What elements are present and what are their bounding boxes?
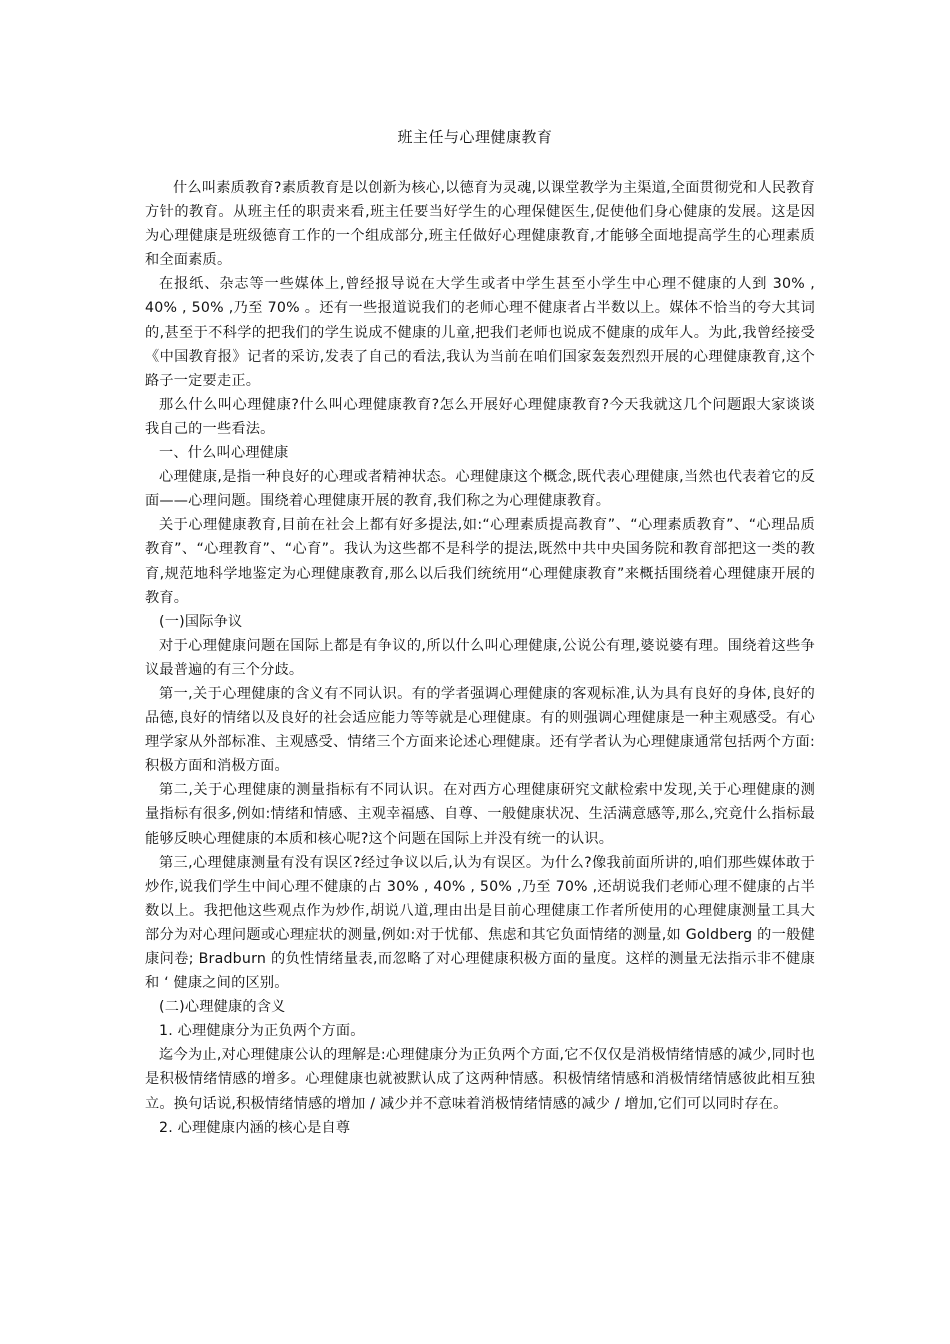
body-paragraph: 第二,关于心理健康的测量指标有不同认识。在对西方心理健康研究文献检索中发现,关于心理健康的测量指标有很多,例如:情绪和情感、主观幸福感、自尊、一般健康状况、生活满意感等,那么,究竟什么指标最能够反映心理健康的本质和核心呢?这个问题在国际上并没有统一的认识。 [145,782,815,847]
body-paragraph: 一、什么叫心理健康 [159,445,289,462]
body-paragraph: 迄今为止,对心理健康公认的理解是:心理健康分为正负两个方面,它不仅仅是消极情绪情感的减少,同时也是积极情绪情感的增多。心理健康也就被默认成了这两种情感。积极情绪情感和消极情绪情感彼此相互独立。换句话说,积极情绪情感的增加 / 减少并不意味着消极情绪情感的减少 / 增加,它们可以同时存在。 [145,1047,815,1112]
body-paragraph: 第一,关于心理健康的含义有不同认识。有的学者强调心理健康的客观标准,认为具有良好的身体,良好的品德,良好的情绪以及良好的社会适应能力等等就是心理健康。有的则强调心理健康是一种主观感受。有心理学家从外部标准、主观感受、情绪三个方面来论述心理健康。还有学者认为心理健康通常包括两个方面:积极方面和消极方面。 [145,685,815,775]
body-paragraph: 1. 心理健康分为正负两个方面。 [159,1023,365,1040]
document-body [145,176,815,1140]
body-paragraph: (二)心理健康的含义 [159,999,286,1016]
body-paragraph: 心理健康,是指一种良好的心理或者精神状态。心理健康这个概念,既代表心理健康,当然也代表着它的反面——心理问题。围绕着心理健康开展的教育,我们称之为心理健康教育。 [145,469,815,510]
body-paragraph: 第三,心理健康测量有没有误区?经过争议以后,认为有误区。为什么?像我前面所讲的,咱们那些媒体敢于炒作,说我们学生中间心理不健康的占 30% , 40% , 50% ,乃至 70% ,还胡说我们老师心理不健康的占半数以上。我把他这些观点作为炒作,胡说八道,理由出是目前心理健康工作者所使用的心理健康测量工具大部分为对心理问题或心理症状的测量,例如:对于忧郁、焦虑和其它负面情绪的测量,如 Goldberg 的一般健康问卷; Bradburn 的负性情绪量表,而忽略了对心理健康积极方面的量度。这样的测量无法指示非不健康和 ‘ 健康之间的区别。 [145,854,815,992]
body-paragraph: 什么叫素质教育?素质教育是以创新为核心,以德育为灵魂,以课堂教学为主渠道,全面贯彻党和人民教育方针的教育。从班主任的职责来看,班主任要当好学生的心理保健医生,促使他们身心健康的发展。这是因为心理健康是班级德育工作的一个组成部分,班主任做好心理健康教育,才能够全面地提高学生的心理素质和全面素质。 [145,180,815,269]
body-paragraph: (一)国际争议 [159,613,243,630]
body-paragraph: 在报纸、杂志等一些媒体上,曾经报导说在大学生或者中学生甚至小学生中心理不健康的人到 30% , 40% , 50% ,乃至 70% 。还有一些报道说我们的老师心理不健康者占半数以上。媒体不恰当的夸大其词的,甚至于不科学的把我们的学生说成不健康的儿童,把我们老师也说成不健康的成年人。为此,我曾经接受《中国教育报》记者的采访,发表了自己的看法,我认为当前在咱们国家轰轰烈烈开展的心理健康教育,这个路子一定要走正。 [145,276,815,389]
body-paragraph: 对于心理健康问题在国际上都是有争议的,所以什么叫心理健康,公说公有理,婆说婆有理。围绕着这些争议最普遍的有三个分歧。 [145,637,815,678]
body-paragraph: 那么什么叫心理健康?什么叫心理健康教育?怎么开展好心理健康教育?今天我就这几个问题跟大家谈谈我自己的一些看法。 [145,396,815,437]
document-title: 班主任与心理健康教育 [397,128,553,146]
body-paragraph: 2. 心理健康内涵的核心是自尊 [159,1119,351,1136]
body-paragraph: 关于心理健康教育,目前在社会上都有好多提法,如:“心理素质提高教育”、“心理素质教育”、“心理品质教育”、“心理教育”、“心育”。我认为这些都不是科学的提法,既然中共中央国务院和教育部把这一类的教育,规范地科学地鉴定为心理健康教育,那么以后我们统统用“心理健康教育”来概括围绕着心理健康开展的教育。 [145,517,815,606]
